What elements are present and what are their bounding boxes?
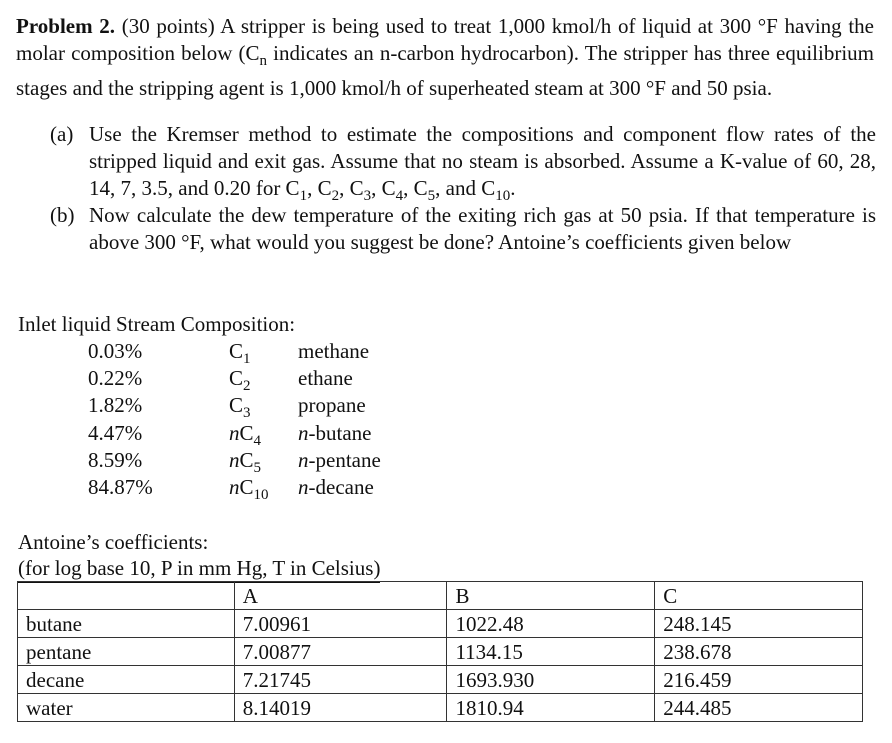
table-cell: 7.00877 bbox=[234, 638, 447, 666]
table-row bbox=[18, 638, 863, 666]
part-a-body: Use the Kremser method to estimate the compositions and component flow rates of the stripped liquid and exit gas. Assume that no steam is absorbed. Assume a K-value of 60, 28, 14, 7, 3.5, and 0.20 for C bbox=[89, 122, 876, 200]
table-cell: 1022.48 bbox=[447, 610, 655, 638]
part-a-join-1: , C bbox=[307, 176, 332, 200]
composition-row bbox=[0, 338, 500, 368]
part-a-sub-2: 2 bbox=[331, 188, 340, 205]
problem-statement bbox=[16, 13, 874, 102]
part-a-sub-5: 5 bbox=[427, 188, 436, 205]
problem-intro-subscript: n bbox=[259, 53, 268, 70]
table-row bbox=[18, 610, 863, 638]
part-a bbox=[50, 121, 876, 210]
table-header-cell: B bbox=[447, 582, 655, 610]
table-cell: 248.145 bbox=[655, 610, 863, 638]
table-header-cell: A bbox=[234, 582, 447, 610]
table-header-row bbox=[18, 582, 863, 610]
name-prefix: n bbox=[298, 421, 309, 445]
composition-name bbox=[298, 474, 374, 501]
symbol-letter: C bbox=[229, 366, 244, 390]
part-a-join-2: , C bbox=[339, 176, 364, 200]
composition-row bbox=[0, 474, 500, 504]
composition-percent: 84.87% bbox=[88, 475, 153, 499]
problem-intro-rest: indicates an n-carbon hydrocarbon). The stripper has three equilibrium stages and the stripping agent is 1,000 kmol/h of superheated steam at 300 °F and 50 psia. bbox=[16, 41, 875, 101]
composition-percent: 0.22% bbox=[88, 366, 143, 390]
composition-percent: 4.47% bbox=[88, 421, 143, 445]
part-a-join-5: , and C bbox=[435, 176, 496, 200]
composition-heading: Inlet liquid Stream Composition: bbox=[18, 312, 296, 336]
composition-name bbox=[298, 392, 366, 419]
composition-name bbox=[298, 420, 371, 447]
symbol-subscript: 1 bbox=[243, 351, 251, 368]
composition-symbol bbox=[229, 474, 269, 509]
composition-name bbox=[298, 447, 381, 474]
table-cell: decane bbox=[18, 666, 235, 694]
symbol-subscript: 5 bbox=[253, 460, 262, 477]
composition-name bbox=[298, 338, 369, 365]
symbol-letter: C bbox=[239, 448, 254, 472]
table-header-cell bbox=[18, 582, 235, 610]
composition-percent: 8.59% bbox=[88, 448, 143, 472]
table-cell: 1810.94 bbox=[447, 694, 655, 722]
part-a-sub-1: 1 bbox=[299, 188, 308, 205]
table-header-cell: C bbox=[655, 582, 863, 610]
part-a-label: (a) bbox=[50, 122, 74, 146]
problem-label: Problem 2. bbox=[16, 14, 116, 38]
name-text: -butane bbox=[308, 421, 372, 445]
name-text: methane bbox=[298, 339, 370, 363]
table-cell: 238.678 bbox=[655, 638, 863, 666]
name-text: ethane bbox=[298, 366, 353, 390]
antoine-units-note: (for log base 10, P in mm Hg, T in Celsius) bbox=[18, 555, 380, 583]
part-b-text: Now calculate the dew temperature of the exiting rich gas at 50 psia. If that temperature is above 300 °F, what would you suggest be done? Antoine’s coefficients given below bbox=[89, 203, 876, 254]
part-a-sub-3: 3 bbox=[363, 188, 372, 205]
symbol-prefix: n bbox=[229, 475, 240, 499]
part-a-sub-4: 4 bbox=[395, 188, 404, 205]
table-cell: 216.459 bbox=[655, 666, 863, 694]
part-a-join-3: , C bbox=[371, 176, 396, 200]
table-cell: water bbox=[18, 694, 235, 722]
name-text: propane bbox=[298, 393, 366, 417]
composition-percent: 0.03% bbox=[88, 339, 143, 363]
table-cell: 244.485 bbox=[655, 694, 863, 722]
part-a-join-4: , C bbox=[403, 176, 428, 200]
table-cell: 7.21745 bbox=[234, 666, 447, 694]
part-a-text bbox=[89, 121, 876, 210]
name-text: -decane bbox=[308, 475, 374, 499]
table-cell: 8.14019 bbox=[234, 694, 447, 722]
symbol-subscript: 4 bbox=[253, 433, 262, 450]
composition-percent: 1.82% bbox=[88, 393, 143, 417]
table-cell: butane bbox=[18, 610, 235, 638]
composition-row bbox=[0, 447, 500, 477]
table-row bbox=[18, 694, 863, 722]
symbol-prefix: n bbox=[229, 421, 240, 445]
name-prefix: n bbox=[298, 475, 309, 499]
symbol-subscript: 10 bbox=[253, 487, 269, 504]
antoine-heading: Antoine’s coefficients: bbox=[18, 530, 209, 554]
table-cell: 1134.15 bbox=[447, 638, 655, 666]
composition-name bbox=[298, 365, 353, 392]
composition-row bbox=[0, 392, 500, 422]
symbol-subscript: 2 bbox=[243, 378, 251, 395]
table-cell: pentane bbox=[18, 638, 235, 666]
symbol-subscript: 3 bbox=[243, 405, 251, 422]
table-cell: 7.00961 bbox=[234, 610, 447, 638]
name-prefix: n bbox=[298, 448, 309, 472]
part-b bbox=[50, 202, 876, 256]
antoine-table bbox=[17, 581, 863, 722]
table-row bbox=[18, 666, 863, 694]
name-text: -pentane bbox=[308, 448, 381, 472]
symbol-letter: C bbox=[229, 339, 244, 363]
part-a-sub-6: 10 bbox=[495, 188, 511, 205]
composition-row bbox=[0, 365, 500, 395]
problem-intro: (30 points) A stripper is being used to treat 1,000 kmol/h of liquid at 300 °F having the molar composition below (C bbox=[16, 14, 874, 65]
composition-row bbox=[0, 420, 500, 450]
symbol-letter: C bbox=[229, 393, 244, 417]
table-cell: 1693.930 bbox=[447, 666, 655, 694]
part-a-join-6: . bbox=[510, 176, 516, 200]
symbol-letter: C bbox=[239, 475, 254, 499]
symbol-letter: C bbox=[239, 421, 254, 445]
part-b-label: (b) bbox=[50, 203, 75, 227]
symbol-prefix: n bbox=[229, 448, 240, 472]
